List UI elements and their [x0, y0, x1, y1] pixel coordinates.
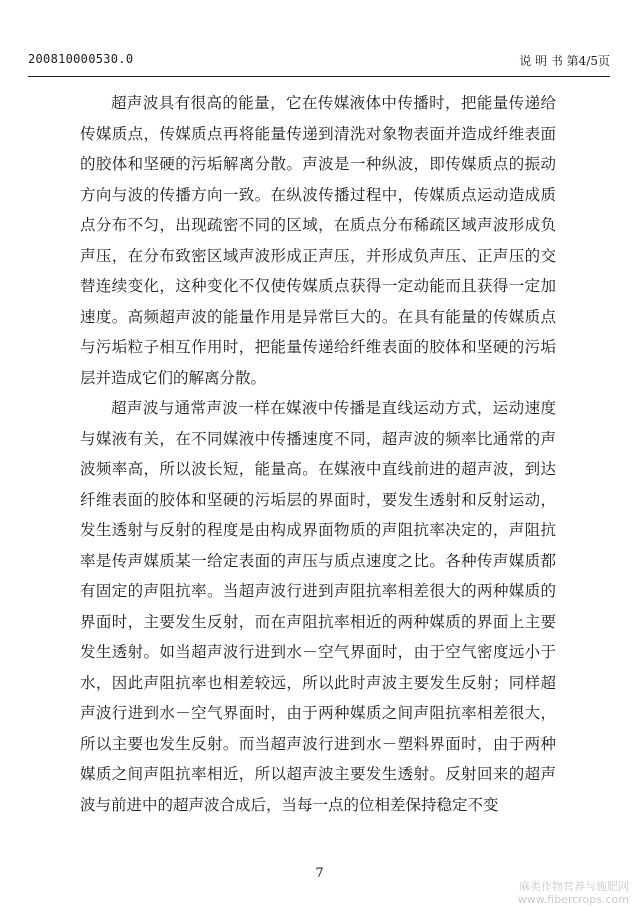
- document-body: [80, 88, 556, 820]
- document-number: 200810000530.0: [28, 52, 134, 66]
- body-paragraph-1: 超声波具有很高的能量，它在传媒液体中传播时，把能量传递给传媒质点，传媒质点再将能量传递到清洗对象物表面并造成纤维表面的胶体和坚硬的污垢解离分散。声波是一种纵波，即传媒质点的振动方向与波的传播方向一致。在纵波传播过程中，传媒质点运动造成质点分布不匀，出现疏密不同的区域，在质点分布稀疏区域声波形成负声压，在分布致密区域声波形成正声压，并形成负声压、正声压的交替连续变化，这种变化不仅使传媒质点获得一定动能而且获得一定加速度。高频超声波的能量作用是异常巨大的。在具有能量的传媒质点与污垢粒子相互作用时，把能量传递给纤维表面的胶体和坚硬的污垢层并造成它们的解离分散。: [80, 94, 556, 387]
- header-section-and-page: 说 明 书 第4/5页: [519, 54, 610, 68]
- page-header: [28, 52, 610, 72]
- body-paragraph-2: 超声波与通常声波一样在媒液中传播是直线运动方式，运动速度与媒液有关，在不同媒液中传播速度不同，超声波的频率比通常的声波频率高，所以波长短，能量高。在媒液中直线前进的超声波，到达纤维表面的胶体和坚硬的污垢层的界面时，要发生透射和反射运动，发生透射与反射的程度是由构成界面物质的声阻抗率决定的，声阻抗率是传声媒质某一给定表面的声压与质点速度之比。各种传声媒质都有固定的声阻抗率。当超声波行进到声阻抗率相差很大的两种媒质的界面时，主要发生反射，而在声阻抗率相近的两种媒质的界面上主要发生透射。如当超声波行进到水－空气界面时，由于空气密度远小于水，因此声阻抗率也相差较远，所以此时声波主要发生反射；同样超声波行进到水－空气界面时，由于两种媒质之间声阻抗率相差很大，所以主要也发生反射。而当超声波行进到水－塑料界面时，由于两种媒质之间声阻抗率相近，所以超声波主要发生透射。反射回来的超声波与前进中的超声波合成后，当每一点的位相差保持稳定不变: [80, 399, 556, 814]
- watermark-site-name: 麻类作物营养与施肥网: [519, 880, 629, 893]
- watermark-url: www.fibercrops.com: [517, 893, 629, 906]
- header-divider: [28, 76, 610, 77]
- site-watermark: [474, 880, 629, 906]
- page-number: 7: [315, 866, 324, 881]
